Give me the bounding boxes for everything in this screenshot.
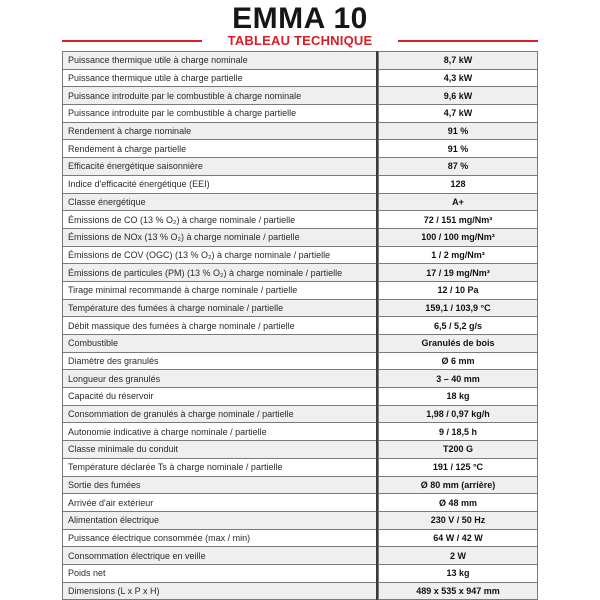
spec-value: 87 % [379,158,538,176]
spec-value: 91 % [379,122,538,140]
spec-label: Émissions de COV (OGC) (13 % O₂) à charge nominale / partielle [63,246,378,264]
table-row [63,494,538,512]
table-row [63,264,538,282]
spec-value: 17 / 19 mg/Nm³ [379,264,538,282]
spec-label: Classe énergétique [63,193,378,211]
spec-label: Capacité du réservoir [63,388,378,406]
spec-value: Ø 6 mm [379,352,538,370]
spec-value: 13 kg [379,564,538,582]
spec-label: Puissance électrique consommée (max / min) [63,529,378,547]
table-row [63,423,538,441]
table-row [63,246,538,264]
spec-label: Indice d'efficacité énergétique (EEI) [63,175,378,193]
table-row [63,511,538,529]
spec-label: Efficacité énergétique saisonnière [63,158,378,176]
table-row [63,458,538,476]
table-row [63,175,538,193]
table-row [63,582,538,600]
table-row [63,370,538,388]
spec-value: 1 / 2 mg/Nm³ [379,246,538,264]
spec-label: Arrivée d'air extérieur [63,494,378,512]
table-row [63,140,538,158]
spec-table-body [63,52,538,600]
table-row [63,405,538,423]
spec-label: Longueur des granulés [63,370,378,388]
spec-label: Consommation de granulés à charge nominale / partielle [63,405,378,423]
subtitle-banner [62,34,538,48]
table-row [63,299,538,317]
spec-value: 3 – 40 mm [379,370,538,388]
spec-label: Puissance thermique utile à charge partielle [63,69,378,87]
spec-value: 91 % [379,140,538,158]
spec-value: A+ [379,193,538,211]
spec-value: 6,5 / 5,2 g/s [379,317,538,335]
spec-value: T200 G [379,441,538,459]
table-row [63,476,538,494]
table-row [63,211,538,229]
spec-label: Consommation électrique en veille [63,547,378,565]
spec-label: Tirage minimal recommandé à charge nominale / partielle [63,281,378,299]
section-subtitle: TABLEAU TECHNIQUE [227,33,373,48]
spec-value: 12 / 10 Pa [379,281,538,299]
spec-label: Autonomie indicative à charge nominale / partielle [63,423,378,441]
spec-value: 9 / 18,5 h [379,423,538,441]
spec-label: Diamètre des granulés [63,352,378,370]
spec-label: Puissance introduite par le combustible à charge partielle [63,105,378,123]
spec-value: 100 / 100 mg/Nm³ [379,228,538,246]
spec-label: Alimentation électrique [63,511,378,529]
spec-value: 1,98 / 0,97 kg/h [379,405,538,423]
spec-value: 18 kg [379,388,538,406]
table-row [63,335,538,353]
spec-value: 2 W [379,547,538,565]
spec-label: Classe minimale du conduit [63,441,378,459]
spec-value: 72 / 151 mg/Nm³ [379,211,538,229]
table-row [63,441,538,459]
table-row [63,193,538,211]
spec-value: Ø 80 mm (arrière) [379,476,538,494]
table-row [63,564,538,582]
spec-label: Puissance introduite par le combustible à charge nominale [63,87,378,105]
table-row [63,388,538,406]
spec-label: Température déclarée Ts à charge nominale / partielle [63,458,378,476]
table-row [63,52,538,70]
table-row [63,547,538,565]
spec-value: Granulés de bois [379,335,538,353]
table-row [63,529,538,547]
spec-label: Émissions de CO (13 % O₂) à charge nominale / partielle [63,211,378,229]
table-row [63,105,538,123]
spec-value: 9,6 kW [379,87,538,105]
table-row [63,122,538,140]
spec-value: 4,7 kW [379,105,538,123]
technical-spec-table [62,51,538,600]
spec-value: 230 V / 50 Hz [379,511,538,529]
spec-value: 191 / 125 °C [379,458,538,476]
table-row [63,158,538,176]
product-title: EMMA 10 [232,2,368,35]
spec-label: Dimensions (L x P x H) [63,582,378,600]
spec-value: Ø 48 mm [379,494,538,512]
spec-label: Débit massique des fumées à charge nominale / partielle [63,317,378,335]
spec-label: Sortie des fumées [63,476,378,494]
spec-label: Combustible [63,335,378,353]
spec-value: 4,3 kW [379,69,538,87]
table-row [63,228,538,246]
spec-label: Émissions de NOx (13 % O₂) à charge nominale / partielle [63,228,378,246]
spec-value: 489 x 535 x 947 mm [379,582,538,600]
spec-label: Rendement à charge partielle [63,140,378,158]
table-row [63,281,538,299]
spec-label: Température des fumées à charge nominale / partielle [63,299,378,317]
spec-label: Poids net [63,564,378,582]
table-row [63,352,538,370]
table-row [63,87,538,105]
table-row [63,69,538,87]
spec-value: 128 [379,175,538,193]
spec-label: Rendement à charge nominale [63,122,378,140]
table-row [63,317,538,335]
spec-value: 159,1 / 103,9 °C [379,299,538,317]
spec-label: Puissance thermique utile à charge nominale [63,52,378,70]
spec-label: Émissions de particules (PM) (13 % O₂) à charge nominale / partielle [63,264,378,282]
spec-value: 8,7 kW [379,52,538,70]
spec-value: 64 W / 42 W [379,529,538,547]
